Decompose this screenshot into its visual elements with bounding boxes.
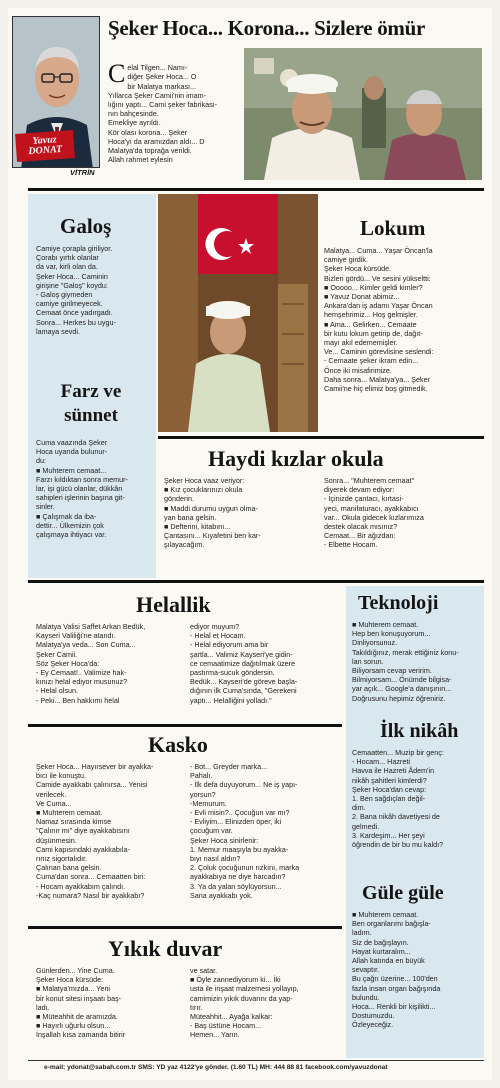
kizlar-col2: Sonra... "Muhterem cemaat" diyerek devam ediyor: - İçinizde çantacı, kırtasi- yeci, manifaturacı, ayakkabıcı var... Okula gidecek kızlarımıza destek olacak mısınız? Cemaat... Bir ağızdan: - Elbette Hocam.: [324, 476, 424, 550]
teknoloji-text: ■ Muhterem cemaat. Hep ben konuşuyorum... Dinliyorsunuz. Takıldığınız, merak ettiğiniz konu- lan sorun. Biliyorsam cevap veririm. Bilmiyorsam... Önümde bilgisa- yar açık... Google'a danışının... Doğrusunu hepimiz öğreniriz.: [352, 620, 459, 703]
helallik-title: Helallik: [136, 592, 211, 617]
footer-rule: [28, 1060, 484, 1061]
yikik-col2: ve satar. ■ Öyle zannediyorum ki... İki usta ile inşaat malzemesi yollayıp, camimizin yıkık duvarını da yap- tırır. Müteahhit... Ayağa kalkar: - Baş üstüne Hocam... Hemen... Yarın.: [190, 966, 299, 1040]
author-name: Yavuz DONAT: [28, 134, 63, 158]
galos-text: Camiye çorapla giriliyor. Çorabı yırtık olanlar da var, kirli olan da. Şeker Hoca... Caminin girişine "Galoş" koydu: - Galoş giymeden camiye girilmeyecek. Cemaat önce yadırgadı. Sonra... Herkes bu uygu- lamaya sevdi.: [36, 244, 116, 336]
yikik-col1: Günlerden... Yine Cuma. Şeker Hoca kürsüde: ■ Malatya'mızda... Yeni bir konut sitesi inşaatı baş- ladı. ■ Müteahhit de aramızda. ■ Hayırlı uğurlu olsun... İnşallah kısa zamanda bitirir: [36, 966, 126, 1040]
helallik-col2: ediyor muyum? - Helal et Hocam. - Helal ediyorum ama bir şartla... Valimiz Kayseri'ye gidin- ce cemaatimize dağıtılmak üzere pastırma-sucuk göndersin. Bedük... Kayseri'de göreve başla- dığının ilk Cuma'sında, "Gerekeni yaptı... Helalliğini yolladı.": [190, 622, 298, 705]
helallik-rule: [28, 580, 484, 583]
top-rule: [28, 188, 484, 191]
kasko-title: Kasko: [148, 732, 208, 757]
helallik-col1: Malatya Valisi Saffet Arkan Bedük, Kayseri Valiliği'ne atandı. Malatya'ya veda... Son Cuma... Şeker Camii. Söz Şeker Hoca'da: - Ey Cemaat!.. Valimize hak- kınızı helal ediyor musunuz? - Helal olsun. - Peki... Ben hakkımı helal: [36, 622, 146, 705]
imam-photo-2: [158, 194, 318, 432]
gule-title: Güle güle: [362, 882, 444, 904]
imam-with-guest-image: [244, 48, 482, 180]
nikah-text: Cemaatten... Muzip bir genç: - Hocam... Hazreti Havva ile Hazreti Âdem'in nikâh şahitleri kimlerdi? Şeker Hoca'dan cevap: 1. Ben sağdıçlan değil- dim. 2. Bana nikâh davetiyesi de gelmedi. 3. Kardeşim... Her şeyi öğrendin de bir bu mu kaldı?: [352, 748, 444, 850]
galos-title: Galoş: [60, 214, 112, 238]
lokum-title: Lokum: [360, 216, 426, 240]
footer-contact: e-mail: ydonat@sabah.com.tr SMS: YD yaz 4122'ye gönder. (1.60 TL) MH: 444 88 81 facebook.com/yavuzdonat: [44, 1064, 388, 1071]
farz-text: Cuma vaazında Şeker Hoca uyarıda bulunur- du: ■ Muhterem cemaat... Farzı kıldıktan sonra memur- lar, işi gücü olanlar, dükkân sahipleri işlerinin başına git- sinler. ■ Çalışmak da iba- dettir... Ülkemizin çok çalışmaya ihtiyacı var.: [36, 438, 128, 540]
column-name: VİTRİN: [70, 168, 95, 177]
teknoloji-title: Teknoloji: [358, 592, 439, 614]
kizlar-title: Haydi kızlar okula: [208, 446, 384, 471]
author-name-tag: [15, 130, 75, 162]
intro-text: Celal Tilgen... Namı- diğer Şeker Hoca... O bir Malatya markası... Yıllarca Şeker Camii'nin imam- lığını yaptı... Cami şeker fabrikası- nın bahçesinde. Emekliye ayrıldı. Kör olası korona... Şeker Hoca'yı da aramızdan aldı... D Malatya'da toprağa verildi. Allah rahmet eylesin: [108, 59, 218, 165]
kizlar-rule: [158, 436, 484, 439]
yikik-title: Yıkık duvar: [108, 936, 223, 961]
kasko-col1: Şeker Hoca... Hayırsever bir ayakka- bıcı ile konuştu. Camide ayakkabı çalınırsa... Yenisi verilecek. Ve Cuma... ■ Muhterem cemaat. Namaz sırasında kimse "Çalınır mı" diye ayakkabısını düşünmesin. Cami kapısındaki ayakkabıla- rınız sigortalıdır. Çalınan bana gelsin. Cuma'dan sonra... Cemaatten biri: - Hocam ayakkabım çalındı. -Kaç numara? Nasıl bir ayakkabı?: [36, 762, 154, 900]
kizlar-col1: Şeker Hoca vaaz veriyor: ■ Kız çocuklarınızı okula gönderin. ■ Maddi durumu uygun olma- yan bana gelsin. ■ Defterini, kitabını... Çantasını... Kıyafetini ben kar- şılayacağım.: [164, 476, 261, 550]
newspaper-column: [8, 8, 492, 1080]
headline: Şeker Hoca... Korona... Sizlere ömür: [108, 16, 425, 40]
yikik-rule: [28, 926, 342, 929]
lokum-text: Malatya... Cuma... Yaşar Öncan'la camiye girdik. Şeker Hoca kürsüde. Bizleri gördü... Ve sesini yükseltti: ■ Ooooo... Kimler geldi kimler? ■ Yavuz Donat abimiz... Ankara'dan iş adamı Yaşar Öncan hemşehrimiz... Hoş gelmişler. ■ Ama... Gelirken... Cemaate bir kutu lokum getirip de, dağıt- mayı akıl edememişler. Ve... Caminin görevlisine seslendi: - Cemaate şeker ikram edin... Önce iki misafirimize. Daha sonra... Malatya'ya... Şeker Camii'ne hiç elimiz boş gitmedik.: [324, 246, 434, 394]
imam-pulpit-image: [158, 194, 318, 432]
gule-text: ■ Muhterem cemaat. Ben organlarımı bağışla- ladım. Siz de bağışlayın. Hayat kurtaralım... Allah katında en büyük sevaptır. Bu çağrı üzerine... 100'den fazla insan organ bağışında bulundu. Hoca... Renkli bir kişilikti... Dostumuzdu. Özleyeceğiz.: [352, 910, 441, 1030]
nikah-title: İlk nikâh: [380, 720, 459, 742]
kasko-rule: [28, 724, 342, 727]
kasko-col2: - Bot... Greyder marka... Pahalı. - İlk defa duyuyorum... Ne iş yapı- yorsun? -Memurum. - Evli misin?.. Çocuğun var mı? - Evliyim... Elinizden öper, iki çocuğum var. Şeker Hoca sinirlenir: 1. Memur maaşıyla bu ayakka- bıyı nasıl aldın? 2. Çoluk çocuğunun rızkını, marka ayakkabıya ne diye harcadın? 3. Ya da yalan söylüyorsun... Sana ayakkabı yok.: [190, 762, 300, 900]
imam-photo-1: [244, 48, 482, 180]
farz-title: Farz ve sünnet: [60, 381, 122, 426]
